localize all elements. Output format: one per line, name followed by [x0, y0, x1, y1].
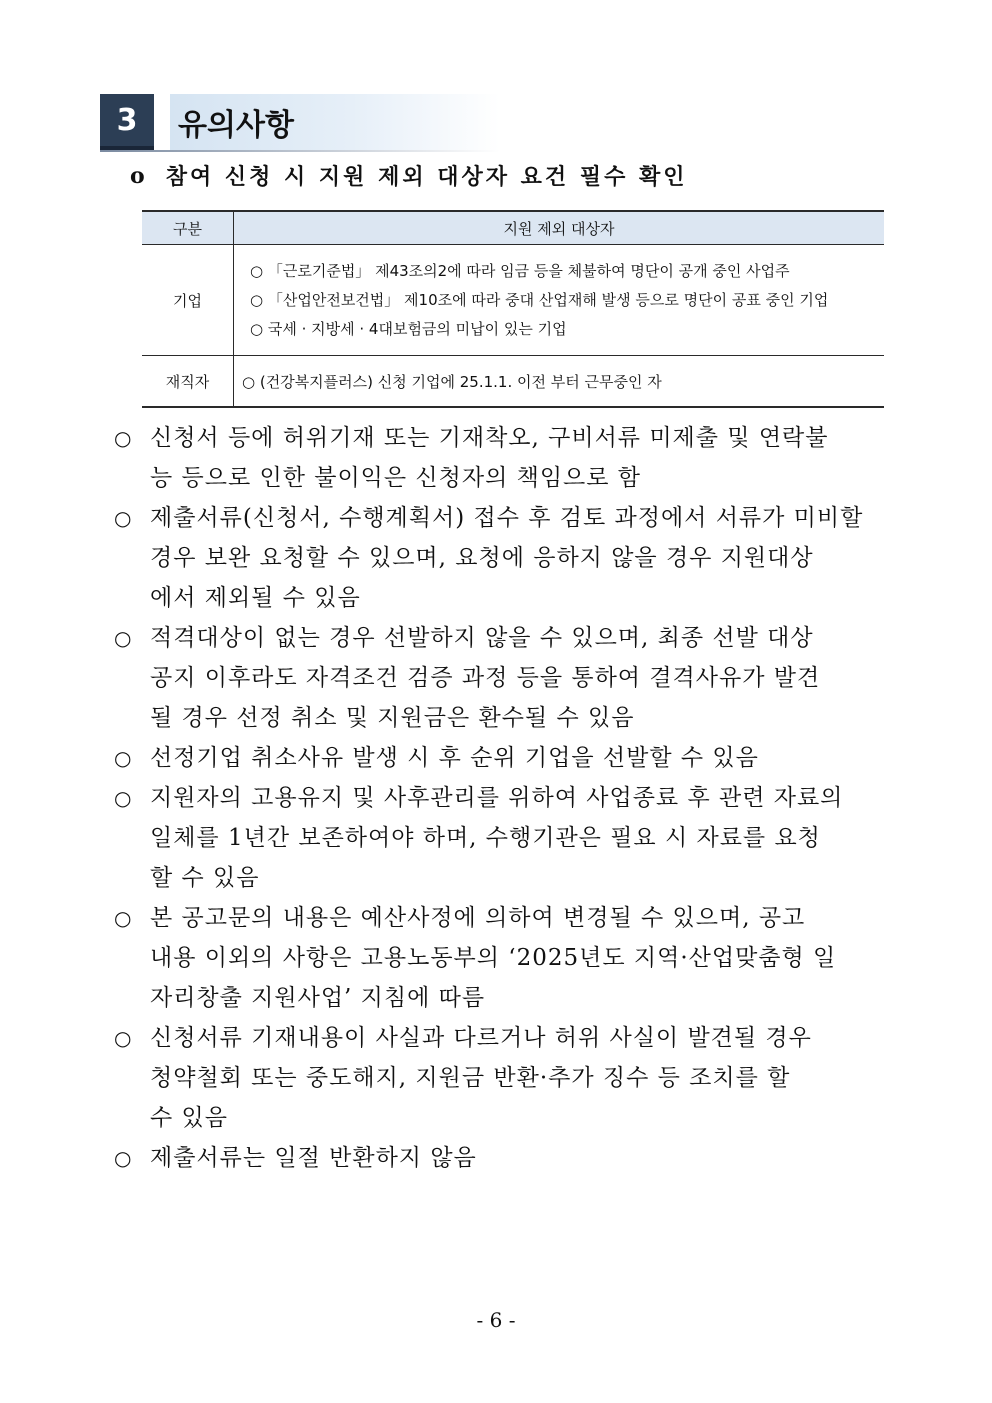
section-title: 유의사항 — [178, 108, 294, 143]
note-text: 제출서류(신청서, 수행계획서) 접수 후 검토 과정에서 서류가 미비할 경우 보완 요청할 수 있으며, 요청에 응하지 않을 경우 지원대상 에서 제외될 수 있음 — [150, 505, 864, 611]
list-item — [114, 1138, 914, 1178]
row-items — [234, 245, 885, 356]
note-text: 지원자의 고용유지 및 사후관리를 위하여 사업종료 후 관련 자료의 일체를 1년간 보존하여야 하며, 수행기관은 필요 시 자료를 요청 할 수 있음 — [150, 785, 844, 891]
criterion-item: ○ 「근로기준법」 제43조의2에 따라 임금 등을 체불하여 명단이 공개 중인 사업주 — [250, 261, 790, 280]
note-text: 적격대상이 없는 경우 선발하지 않을 수 있으며, 최종 선발 대상 공지 이후라도 자격조건 검증 과정 등을 통하여 결격사유가 발견 될 경우 선정 취소 및 지원금은 환수될 수 있음 — [150, 625, 821, 731]
notes-list — [114, 418, 914, 1178]
list-item — [114, 498, 914, 618]
note-bullet: ○ — [114, 426, 133, 450]
table-header-category: 구분 — [142, 211, 234, 245]
exclusion-table — [142, 210, 884, 408]
note-text: 제출서류는 일절 반환하지 않음 — [150, 1145, 477, 1171]
section-header — [100, 94, 500, 150]
note-bullet: ○ — [114, 786, 133, 810]
note-bullet: ○ — [114, 506, 133, 530]
criterion-item: ○ 「산업안전보건법」 제10조에 따라 중대 산업재해 발생 등으로 명단이 공표 중인 기업 — [250, 290, 829, 309]
row-category: 재직자 — [142, 356, 234, 408]
note-text: 본 공고문의 내용은 예산사정에 의하여 변경될 수 있으며, 공고 내용 이외의 사항은 고용노동부의 ‘2025년도 지역·산업맞춤형 일 자리창출 지원사업’ 지침에 따름 — [150, 905, 837, 1011]
intro-bullet: o — [130, 162, 148, 189]
note-bullet: ○ — [114, 1026, 133, 1050]
table-header-target: 지원 제외 대상자 — [234, 211, 885, 245]
section-title-band — [170, 94, 500, 150]
criterion-item: ○ (건강복지플러스) 신청 기업에 25.1.1. 이전 부터 근무중인 자 — [242, 372, 662, 391]
intro-text: 참여 신청 시 지원 제외 대상자 요건 필수 확인 — [165, 164, 688, 190]
criterion-item: ○ 국세 · 지방세 · 4대보험금의 미납이 있는 기업 — [250, 319, 567, 338]
list-item — [114, 738, 914, 778]
note-bullet: ○ — [114, 906, 133, 930]
row-category: 기업 — [142, 245, 234, 356]
page-number: - 6 - — [476, 1308, 516, 1332]
row-items — [234, 356, 885, 408]
table-row-employee — [142, 356, 884, 408]
note-bullet: ○ — [114, 626, 133, 650]
section-number: 3 — [100, 94, 154, 150]
list-item — [114, 618, 914, 738]
note-text: 신청서류 기재내용이 사실과 다르거나 허위 사실이 발견될 경우 청약철회 또는 중도해지, 지원금 반환·추가 징수 등 조치를 할 수 있음 — [150, 1025, 812, 1131]
list-item — [114, 418, 914, 498]
note-bullet: ○ — [114, 746, 133, 770]
note-bullet: ○ — [114, 1146, 133, 1170]
header-divider — [100, 150, 500, 152]
list-item — [114, 898, 914, 1018]
intro-line — [130, 160, 688, 191]
note-text: 신청서 등에 허위기재 또는 기재착오, 구비서류 미제출 및 연락불 능 등으로 인한 불이익은 신청자의 책임으로 함 — [150, 425, 829, 491]
list-item — [114, 1018, 914, 1138]
table-header-row — [142, 211, 884, 245]
list-item — [114, 778, 914, 898]
table-row-company — [142, 245, 884, 356]
note-text: 선정기업 취소사유 발생 시 후 순위 기업을 선발할 수 있음 — [150, 745, 759, 771]
